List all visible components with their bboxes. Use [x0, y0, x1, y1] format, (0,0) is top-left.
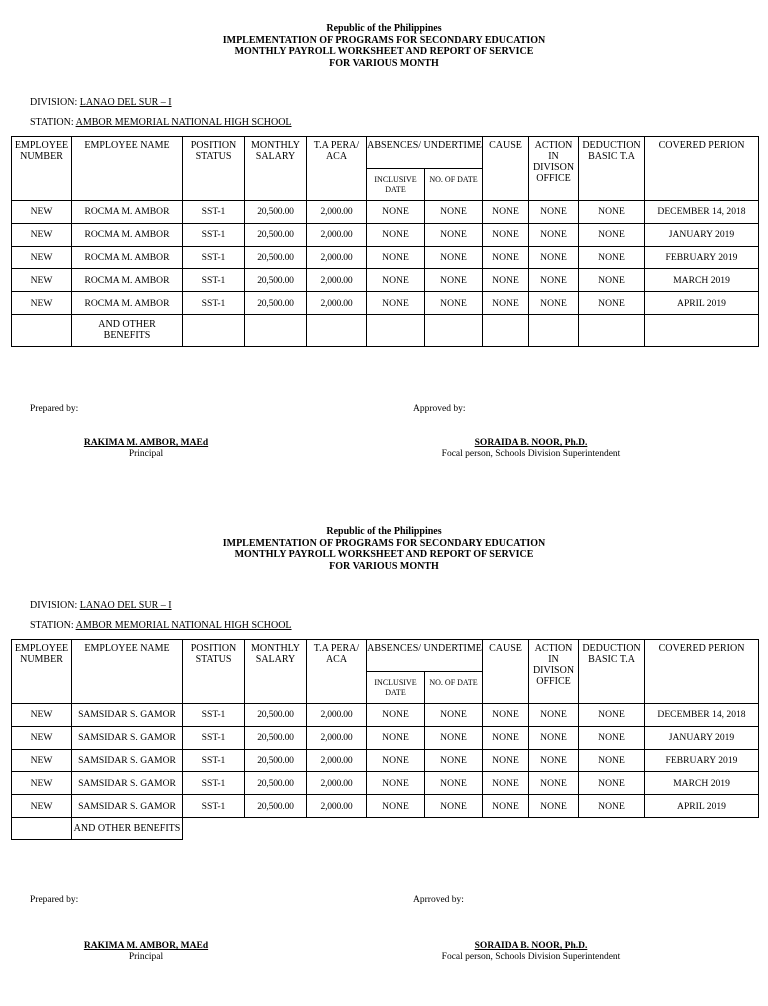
header-line-1: Republic of the Philippines [326, 526, 442, 537]
cell: NONE [483, 223, 529, 246]
cell: 20,500.00 [245, 292, 307, 315]
cell: NONE [579, 246, 645, 269]
col-employee-name: EMPLOYEE NAME [72, 640, 183, 704]
cell: NONE [425, 292, 483, 315]
cell: ROCMA M. AMBOR [72, 269, 183, 292]
cell [367, 314, 425, 346]
prepared-by-label: Prepared by: [30, 895, 79, 905]
table-row [12, 726, 759, 749]
cell: NONE [367, 704, 425, 727]
approver-signature-block [400, 438, 662, 459]
col-action: ACTION IN DIVISON OFFICE [529, 137, 579, 201]
cell: 2,000.00 [307, 246, 367, 269]
cell: NONE [579, 795, 645, 818]
col-no-of-date: NO. OF DATE [425, 672, 483, 704]
cell: SAMSIDAR S. GAMOR [72, 772, 183, 795]
cell: SAMSIDAR S. GAMOR [72, 795, 183, 818]
cell: NONE [425, 223, 483, 246]
cell: SAMSIDAR S. GAMOR [72, 726, 183, 749]
table-row [12, 772, 759, 795]
cell: NONE [425, 726, 483, 749]
cell: SST-1 [183, 269, 245, 292]
station-line [30, 620, 292, 631]
cell: 2,000.00 [307, 704, 367, 727]
cell: 2,000.00 [307, 795, 367, 818]
table-row [12, 795, 759, 818]
cell: 20,500.00 [245, 704, 307, 727]
cell: SST-1 [183, 795, 245, 818]
cell: 20,500.00 [245, 726, 307, 749]
cell: NONE [579, 269, 645, 292]
cell: SST-1 [183, 223, 245, 246]
col-monthly-salary: MONTHLY SALARY [245, 137, 307, 201]
preparer-title: Principal [128, 448, 164, 459]
cell: 20,500.00 [245, 749, 307, 772]
cell: SAMSIDAR S. GAMOR [72, 749, 183, 772]
cell [529, 314, 579, 346]
cell [12, 817, 72, 839]
cell: NONE [529, 246, 579, 269]
col-monthly-salary: MONTHLY SALARY [245, 640, 307, 704]
header-line-3: MONTHLY PAYROLL WORKSHEET AND REPORT OF SERVICE [234, 46, 534, 57]
col-employee-number: EMPLOYEE NUMBER [12, 137, 72, 201]
cell: SST-1 [183, 772, 245, 795]
cell: NONE [483, 292, 529, 315]
cell: SST-1 [183, 201, 245, 224]
payroll-table [11, 639, 759, 840]
division-label: DIVISION: [30, 600, 78, 611]
cell: 20,500.00 [245, 795, 307, 818]
cell: NONE [367, 772, 425, 795]
table-row-benefits [12, 314, 759, 346]
col-absences: ABSENCES/ UNDERTIME [367, 640, 483, 672]
preparer-name: RAKIMA M. AMBOR, MAEd [83, 941, 209, 951]
cell: JANUARY 2019 [645, 726, 759, 749]
cell: DECEMBER 14, 2018 [645, 704, 759, 727]
header-line-2: IMPLEMENTATION OF PROGRAMS FOR SECONDARY EDUCATION [222, 537, 546, 549]
division-line [30, 97, 172, 108]
table-row-benefits [12, 817, 759, 839]
cell: NONE [425, 246, 483, 269]
cell: NONE [483, 772, 529, 795]
cell: APRIL 2019 [645, 795, 759, 818]
header-line-4: FOR VARIOUS MONTH [329, 560, 439, 572]
col-no-of-date: NO. OF DATE [425, 169, 483, 201]
col-covered: COVERED PERION [645, 137, 759, 201]
cell: NONE [483, 726, 529, 749]
cell: NONE [483, 795, 529, 818]
cell: NONE [367, 201, 425, 224]
station-value: AMBOR MEMORIAL NATIONAL HIGH SCHOOL [75, 117, 292, 128]
report-header [0, 526, 768, 572]
blank-area [183, 817, 759, 839]
cell: 2,000.00 [307, 772, 367, 795]
col-deduction: DEDUCTION BASIC T.A [579, 640, 645, 704]
table-row [12, 201, 759, 224]
header-line-3: MONTHLY PAYROLL WORKSHEET AND REPORT OF SERVICE [234, 549, 534, 560]
cell: NONE [367, 223, 425, 246]
cell: DECEMBER 14, 2018 [645, 201, 759, 224]
cell: FEBRUARY 2019 [645, 749, 759, 772]
cell: 20,500.00 [245, 223, 307, 246]
cell: NEW [12, 223, 72, 246]
prepared-by-label: Prepared by: [30, 404, 79, 414]
cell [12, 314, 72, 346]
cell: NONE [529, 795, 579, 818]
cell: 2,000.00 [307, 201, 367, 224]
approver-name: SORAIDA B. NOOR, Ph.D. [474, 438, 588, 448]
report-header [0, 23, 768, 69]
cell: NEW [12, 726, 72, 749]
cell [579, 314, 645, 346]
cell: 20,500.00 [245, 269, 307, 292]
cell: NEW [12, 292, 72, 315]
station-value: AMBOR MEMORIAL NATIONAL HIGH SCHOOL [75, 620, 292, 631]
col-cause: CAUSE [483, 640, 529, 704]
cell: NONE [367, 292, 425, 315]
cell: 2,000.00 [307, 726, 367, 749]
cell: 20,500.00 [245, 772, 307, 795]
cell: NONE [425, 749, 483, 772]
col-ta-pera: T.A PERA/ ACA [307, 137, 367, 201]
cell: 2,000.00 [307, 749, 367, 772]
cell: NONE [579, 726, 645, 749]
cell: NEW [12, 704, 72, 727]
cell: NONE [579, 292, 645, 315]
division-label: DIVISION: [30, 97, 78, 108]
table-row [12, 246, 759, 269]
cell: SST-1 [183, 726, 245, 749]
header-line-4: FOR VARIOUS MONTH [329, 57, 439, 69]
cell: NONE [529, 269, 579, 292]
cell: MARCH 2019 [645, 269, 759, 292]
cell: NONE [579, 201, 645, 224]
cell: NONE [425, 772, 483, 795]
cell: NONE [529, 726, 579, 749]
cell: ROCMA M. AMBOR [72, 246, 183, 269]
table-row [12, 704, 759, 727]
cell: SST-1 [183, 246, 245, 269]
cell: NEW [12, 795, 72, 818]
approved-by-label: Aprroved by: [413, 895, 464, 905]
preparer-signature-block [46, 941, 246, 962]
cell: NEW [12, 269, 72, 292]
station-line [30, 117, 292, 128]
cell: 20,500.00 [245, 246, 307, 269]
cell: JANUARY 2019 [645, 223, 759, 246]
cell: SAMSIDAR S. GAMOR [72, 704, 183, 727]
col-inclusive-date: INCLUSIVE DATE [367, 169, 425, 201]
cell: 2,000.00 [307, 223, 367, 246]
cell: NONE [529, 223, 579, 246]
approver-title: Focal person, Schools Division Superintendent [441, 951, 621, 962]
other-benefits-cell: AND OTHER BENEFITS [72, 314, 183, 346]
cell [645, 314, 759, 346]
cell [245, 314, 307, 346]
cell: NONE [483, 749, 529, 772]
col-inclusive-date: INCLUSIVE DATE [367, 672, 425, 704]
cell: NONE [529, 201, 579, 224]
cell: FEBRUARY 2019 [645, 246, 759, 269]
cell: NONE [367, 726, 425, 749]
header-line-1: Republic of the Philippines [326, 23, 442, 34]
cell: NONE [579, 749, 645, 772]
cell: NONE [483, 246, 529, 269]
header-line-2: IMPLEMENTATION OF PROGRAMS FOR SECONDARY EDUCATION [222, 34, 546, 46]
col-position-status: POSITION STATUS [183, 137, 245, 201]
cell: NONE [425, 704, 483, 727]
cell: NONE [367, 269, 425, 292]
col-position-status: POSITION STATUS [183, 640, 245, 704]
station-label: STATION: [30, 620, 74, 631]
station-label: STATION: [30, 117, 74, 128]
preparer-title: Principal [128, 951, 164, 962]
approver-signature-block [400, 941, 662, 962]
cell [307, 314, 367, 346]
cell: NONE [529, 772, 579, 795]
preparer-signature-block [46, 438, 246, 459]
approver-name: SORAIDA B. NOOR, Ph.D. [474, 941, 588, 951]
cell: NONE [483, 704, 529, 727]
payroll-table [11, 136, 759, 347]
cell: NONE [579, 772, 645, 795]
cell: NONE [579, 223, 645, 246]
approved-by-label: Approved by: [413, 404, 466, 414]
col-employee-name: EMPLOYEE NAME [72, 137, 183, 201]
cell: ROCMA M. AMBOR [72, 223, 183, 246]
cell: NONE [529, 292, 579, 315]
cell: SST-1 [183, 292, 245, 315]
approver-title: Focal person, Schools Division Superintendent [441, 448, 621, 459]
col-covered: COVERED PERION [645, 640, 759, 704]
cell: SST-1 [183, 704, 245, 727]
cell [483, 314, 529, 346]
table-row [12, 749, 759, 772]
cell: ROCMA M. AMBOR [72, 201, 183, 224]
cell: NONE [579, 704, 645, 727]
cell: NEW [12, 246, 72, 269]
cell: NEW [12, 749, 72, 772]
division-value: LANAO DEL SUR – I [79, 600, 172, 611]
cell: NONE [425, 201, 483, 224]
col-ta-pera: T.A PERA/ ACA [307, 640, 367, 704]
cell: 2,000.00 [307, 269, 367, 292]
table-row [12, 269, 759, 292]
col-action: ACTION IN DIVISON OFFICE [529, 640, 579, 704]
col-cause: CAUSE [483, 137, 529, 201]
cell: NEW [12, 201, 72, 224]
cell: NONE [529, 749, 579, 772]
cell: NONE [425, 269, 483, 292]
cell: NONE [367, 795, 425, 818]
col-deduction: DEDUCTION BASIC T.A [579, 137, 645, 201]
cell: NONE [483, 269, 529, 292]
col-absences: ABSENCES/ UNDERTIME [367, 137, 483, 169]
cell: NONE [483, 201, 529, 224]
cell: APRIL 2019 [645, 292, 759, 315]
cell: 2,000.00 [307, 292, 367, 315]
table-row [12, 292, 759, 315]
cell: NEW [12, 772, 72, 795]
cell: NONE [367, 246, 425, 269]
cell [425, 314, 483, 346]
division-value: LANAO DEL SUR – I [79, 97, 172, 108]
cell [183, 314, 245, 346]
other-benefits-cell: AND OTHER BENEFITS [72, 817, 183, 839]
division-line [30, 600, 172, 611]
cell: 20,500.00 [245, 201, 307, 224]
cell: NONE [367, 749, 425, 772]
cell: SST-1 [183, 749, 245, 772]
col-employee-number: EMPLOYEE NUMBER [12, 640, 72, 704]
cell: MARCH 2019 [645, 772, 759, 795]
cell: ROCMA M. AMBOR [72, 292, 183, 315]
preparer-name: RAKIMA M. AMBOR, MAEd [83, 438, 209, 448]
table-row [12, 223, 759, 246]
cell: NONE [529, 704, 579, 727]
cell: NONE [425, 795, 483, 818]
